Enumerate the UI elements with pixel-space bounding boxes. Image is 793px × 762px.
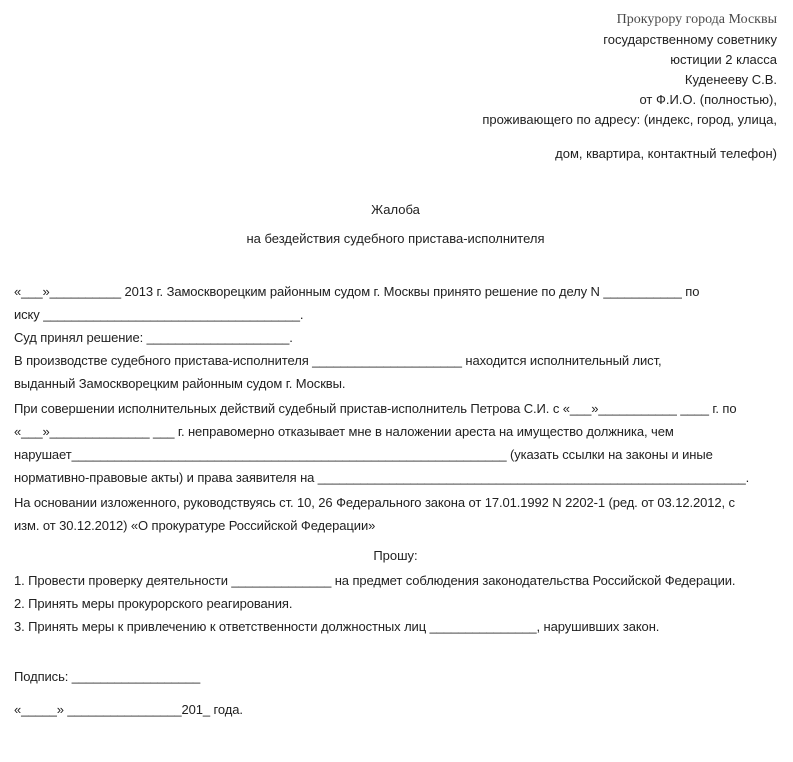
paragraph-legal-basis [14, 491, 777, 537]
paragraph-line: Суд принял решение: ____________________. [14, 330, 293, 345]
paragraph-line: В производстве судебного пристава-исполнителя _____________________ находится исполнительный лист, [14, 353, 662, 368]
addressee-line: Прокурору города Москвы [616, 12, 777, 27]
addressee-line: юстиции 2 класса [670, 52, 777, 67]
addressee-block [14, 10, 777, 164]
paragraph-line: «___»__________ 2013 г. Замоскворецким районным судом г. Москвы принято решение по делу N ___________ по [14, 284, 700, 299]
request-heading: Прошу: [373, 548, 418, 563]
paragraph-court-decision [14, 280, 777, 326]
request-item: 2. Принять меры прокурорского реагирования. [14, 596, 293, 611]
addressee-line: государственному советнику [603, 32, 777, 47]
paragraph-writ [14, 349, 777, 395]
signature-line: Подпись: __________________ [14, 669, 201, 684]
paragraph-line: нормативно-правовые акты) и права заявителя на ____________________________________________________________. [14, 470, 750, 485]
addressee-line: от Ф.И.О. (полностью), [639, 92, 777, 107]
signature-block [14, 665, 777, 721]
paragraph-line: иску ____________________________________. [14, 307, 304, 322]
addressee-line: Куденееву С.В. [684, 72, 777, 87]
paragraph-line: «___»______________ ___ г. неправомерно отказывает мне в наложении ареста на имущество должника, чем [14, 424, 674, 439]
addressee-line: дом, квартира, контактный телефон) [555, 146, 777, 161]
request-item: 3. Принять меры к привлечению к ответственности должностных лиц _______________, нарушивших закон. [14, 619, 660, 634]
addressee-line: проживающего по адресу: (индекс, город, улица, [482, 112, 777, 127]
paragraph-bailiff-inaction [14, 397, 777, 489]
complaint-subtitle: на бездействия судебного пристава-исполнителя [246, 231, 545, 246]
request-item: 1. Провести проверку деятельности ______________ на предмет соблюдения законодательства Российской Федерации. [14, 573, 736, 588]
paragraph-decision-blank [14, 326, 777, 349]
complaint-title: Жалоба [371, 202, 420, 217]
paragraph-line: изм. от 30.12.2012) «О прокуратуре Российской Федерации» [14, 518, 376, 533]
request-items [14, 569, 777, 638]
paragraph-line: На основании изложенного, руководствуясь ст. 10, 26 Федерального закона от 17.01.1992 N 2202-1 (ред. от 03.12.2012, с [14, 495, 735, 510]
complaint-body [14, 280, 777, 721]
paragraph-line: При совершении исполнительных действий судебный пристав-исполнитель Петрова С.И. с «___»___________ ____ г. по [14, 401, 737, 416]
paragraph-line: нарушает_____________________________________________________________ (указать ссылки на законы и иные [14, 447, 713, 462]
paragraph-line: выданный Замоскворецким районным судом г. Москвы. [14, 376, 346, 391]
date-line: «_____» ________________201_ года. [14, 702, 243, 717]
